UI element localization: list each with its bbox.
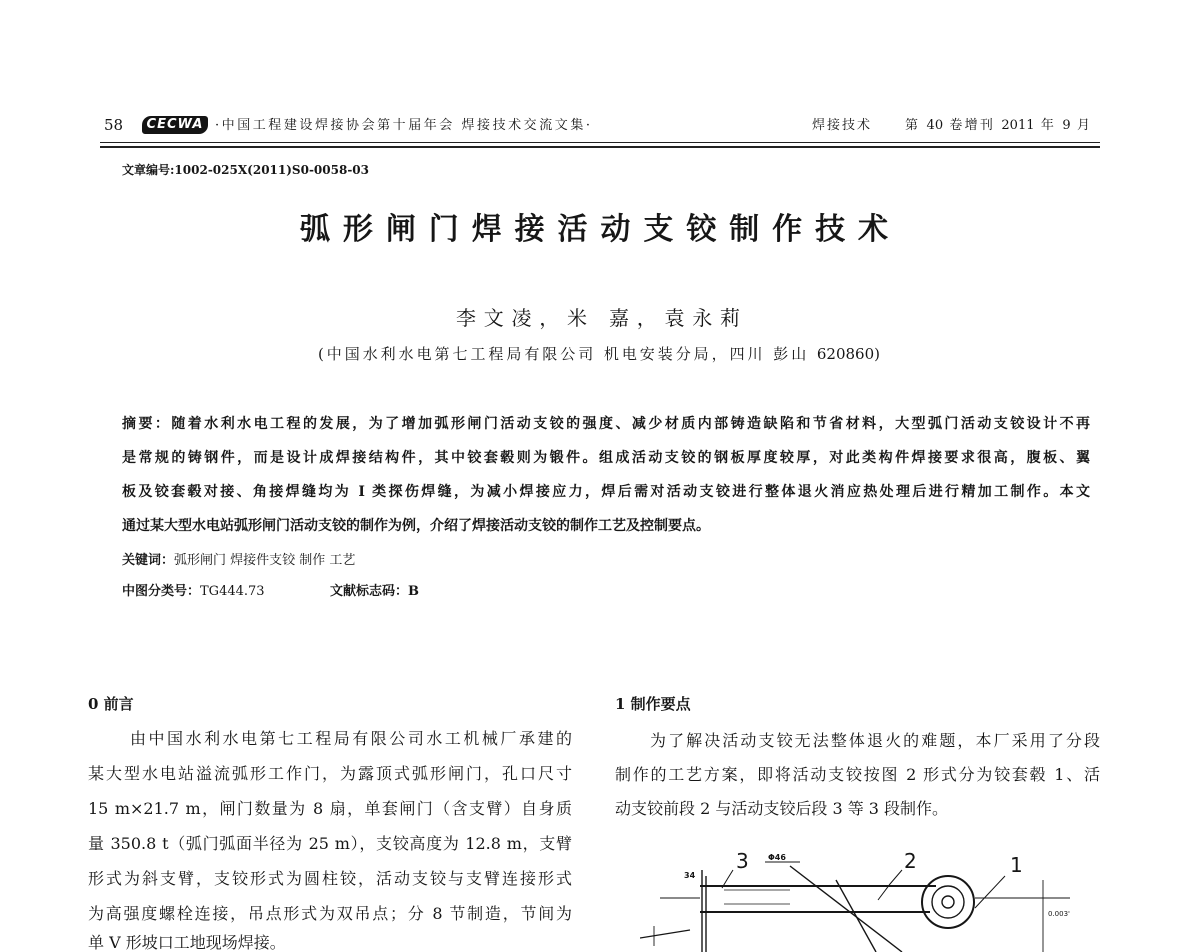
label-part3: 3 [736,849,749,873]
document-code-value: B [408,584,420,599]
front-segment-web [836,880,876,952]
abstract-line: 通过某大型水电站弧形闸门活动支铰的制作为例，介绍了焊接活动支铰的制作工艺及控制要点。 [122,518,710,534]
dimension-label-left: 34 [684,871,696,880]
abstract-line: 是常规的铸钢件，而是设计成焊接结构件，其中铰套毂则为锻件。组成活动支铰的钢板厚度较厚，对此类构件焊接要求很高，腹板、翼 [122,450,1090,466]
keywords-label: 关键词： [122,553,175,568]
hinge-hub-outer [922,876,974,928]
body-line: 15 m×21.7 m，闸门数量为 8 扇，单套闸门（含支臂）自身质 [88,799,572,818]
body-line: 单 V 形坡口工地现场焊接。 [88,933,286,952]
conference-name: ·中国工程建设焊接协会第十届年会 焊接技术交流文集· [215,118,590,133]
journal-name: 焊接技术 [812,118,870,133]
cecwa-logo: CECWA [142,116,208,134]
affiliation: (中国水利水电第七工程局有限公司 机电安装分局，四川 彭山 620860) [318,345,880,363]
journal-issue: 第 40 卷增刊 2011 年 9 月 [905,118,1090,133]
body-line: 为高强度螺栓连接，吊点形式为双吊点；分 8 节制造，节间为 [88,904,572,923]
dimension-label-top: Φ46 [768,853,786,862]
abstract-label: 摘要： [122,416,172,432]
front-segment-flange [790,866,902,952]
header-rule-thick [100,146,1100,148]
body-line: 制作的工艺方案，即将活动支铰按图 2 形式分为铰套毂 1、活 [615,765,1100,784]
document-code-label: 文献标志码： [330,584,409,599]
body-line: 为了解决活动支铰无法整体退火的难题，本厂采用了分段 [650,731,1100,750]
hinge-drawing-figure [640,846,1100,952]
keywords [122,552,355,569]
clc-label: 中图分类号： [122,584,201,599]
article-id: 文章编号:1002-025X(2011)S0-0058-03 [122,163,369,177]
body-line: 动支铰前段 2 与活动支铰后段 3 等 3 段制作。 [615,799,949,818]
leader-part1 [975,876,1005,908]
dimension-label-right: 0.003' [1048,910,1070,918]
body-line: 形式为斜支臂，支铰形式为圆柱铰，活动支铰与支臂连接形式 [88,869,572,888]
abstract-line [122,416,1090,433]
keywords-value: 弧形闸门 焊接件支铰 制作 工艺 [174,553,356,568]
label-part1: 1 [1010,853,1023,877]
left-bottom-edge [640,930,690,938]
clc-value: TG444.73 [200,584,265,599]
paper-title: 弧形闸门焊接活动支铰制作技术 [300,212,888,247]
body-line: 某大型水电站溢流弧形工作门，为露顶式弧形闸门，孔口尺寸 [88,764,572,783]
label-part2: 2 [904,849,917,873]
hinge-hub-bore [942,896,954,908]
hinge-hub-inner [932,886,964,918]
body-line: 量 350.8 t（弧门弧面半径为 25 m），支铰高度为 12.8 m，支臂 [88,834,572,853]
clc-number [122,583,265,600]
document-code [330,583,419,600]
abstract-line: 板及铰套毂对接、角接焊缝均为 I 类探伤焊缝，为减小焊接应力，焊后需对活动支铰进行整体退火消应热处理后进行精加工制作。本文 [122,484,1090,500]
body-line: 由中国水利水电第七工程局有限公司水工机械厂承建的 [130,729,572,748]
authors: 李文凌，米 嘉，袁永莉 [456,306,740,330]
abstract-text: 随着水利水电工程的发展，为了增加弧形闸门活动支铰的强度、减少材质内部铸造缺陷和节省材料，大型弧门活动支铰设计不再 [171,416,1091,432]
section-heading-introduction: 0 前言 [88,695,134,713]
section-heading-key-points: 1 制作要点 [615,695,691,713]
header-rule-thin [100,142,1100,143]
hinge-drawing-svg [640,846,1100,952]
page-number: 58 [104,116,124,134]
